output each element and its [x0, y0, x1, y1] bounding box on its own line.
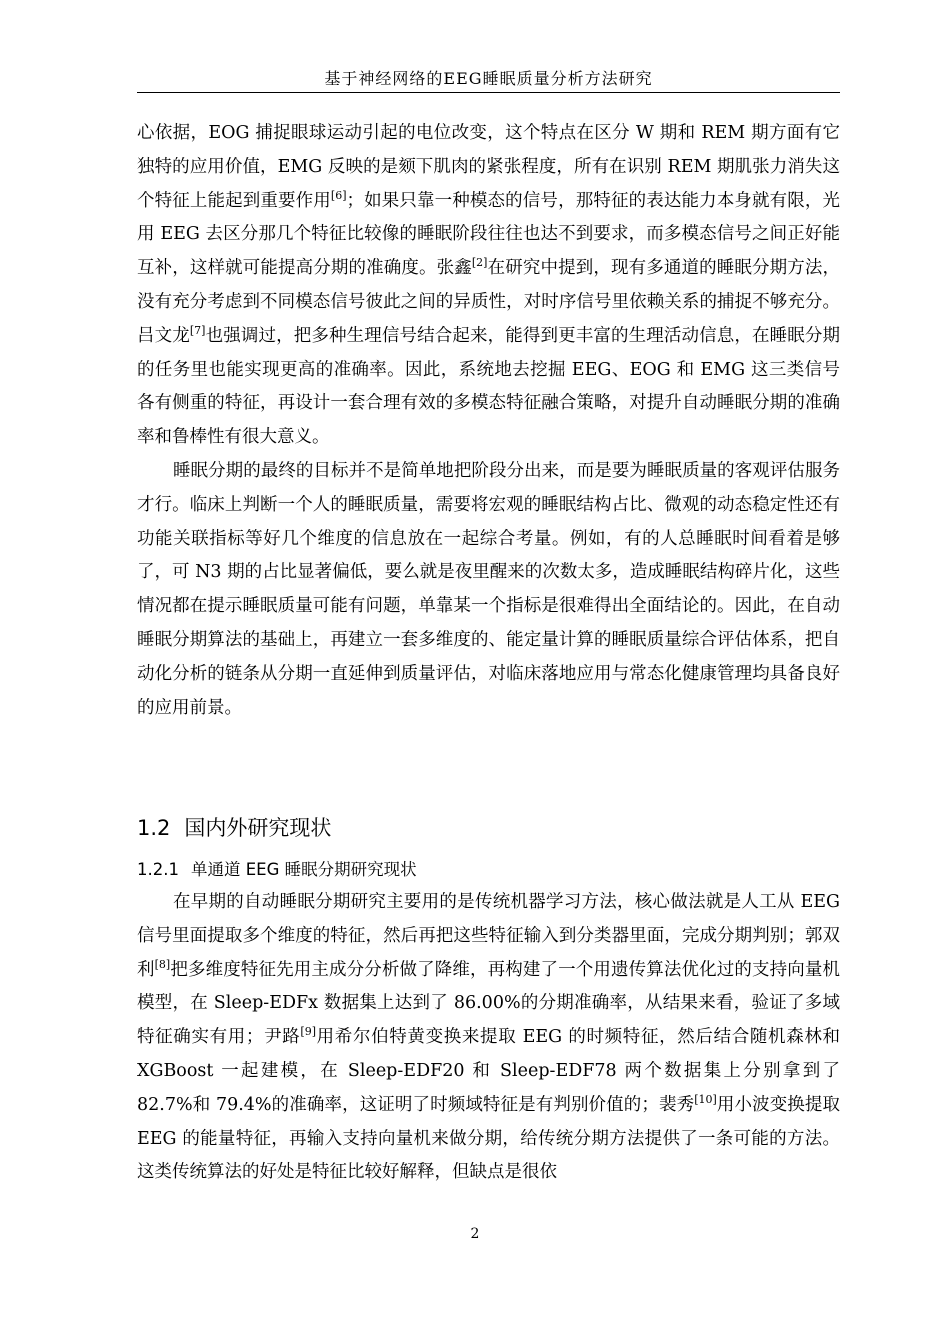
citation-ref: [9] [300, 1025, 316, 1039]
text-run: 用希尔伯特黄变换来提取 EEG 的时频特征，然后结合随机森林和 XGBoost 一起建模，在 Sleep-EDF20 和 Sleep-EDF78 两个数据集上分别拿到了 82.7%和 79.4%的准确率，这证明了时频域特征是有判别价值的；裴秀 [137, 1027, 841, 1115]
subsection-number: 1.2.1 [137, 860, 179, 879]
section-heading [137, 812, 331, 842]
section-number: 1.2 [137, 816, 171, 840]
text-run: 也强调过，把多种生理信号结合起来，能得到更丰富的生理活动信息，在睡眠分期的任务里也能实现更高的准确率。因此，系统地去挖掘 EEG、EOG 和 EMG 这三类信号各有侧重的特征，再设计一套合理有效的多模态特征融合策略，对提升自动睡眠分期的准确率和鲁棒性有很大意义。 [137, 325, 841, 448]
body-top [137, 117, 840, 725]
paragraph-2 [137, 455, 840, 725]
running-header: 基于神经网络的EEG睡眠质量分析方法研究 [324, 69, 653, 88]
paragraph-1 [137, 117, 840, 455]
text-run: ；如果只靠一种模态的信号，那特征的表达能力本身就有限，光用 EEG 去区分那几个特征比较像的睡眠阶段往往也达不到要求，而多模态信号之间正好能互补，这样就可能提高分期的准确度。张鑫 [137, 190, 840, 279]
citation-ref: [7] [189, 323, 206, 337]
citation-ref: [2] [471, 256, 488, 270]
text-run: 把多维度特征先用主成分分析做了降维，再构建了一个用遗传算法优化过的支持向量机模型，在 Sleep-EDFx 数据集上达到了 86.00%的分期准确率，从结果来看，验证了多域特征确实有用；尹路 [137, 959, 841, 1048]
section-title: 国内外研究现状 [184, 816, 332, 840]
citation-ref: [10] [694, 1092, 717, 1106]
header-rule [137, 92, 840, 93]
body-bottom [137, 886, 840, 1190]
page-number: 2 [470, 1226, 480, 1242]
text-run: 在研究中提到，现有多通道的睡眠分期方法，没有充分考虑到不同模态信号彼此之间的异质性，对时序信号里依赖关系的捕捉不够充分。吕文龙 [137, 258, 840, 346]
citation-ref: [8] [154, 957, 171, 971]
text-run: 用小波变换提取 EEG 的能量特征，再输入支持向量机来做分期，给传统分期方法提供了一条可能的方法。这类传统算法的好处是特征比较好解释，但缺点是很依 [137, 1094, 841, 1183]
subsection-title: 单通道 EEG 睡眠分期研究现状 [190, 860, 417, 879]
text-run: 睡眠分期的最终的目标并不是简单地把阶段分出来，而是要为睡眠质量的客观评估服务才行。临床上判断一个人的睡眠质量，需要将宏观的睡眠结构占比、微观的动态稳定性还有功能关联指标等好几个维度的信息放在一起综合考量。例如，有的人总睡眠时间看着是够了，可 N3 期的占比显著偏低，要么就是夜里醒来的次数太多，造成睡眠结构碎片化，这些情况都在提示睡眠质量可能有问题，单靠某一个指标是很难得出全面结论的。因此，在自动睡眠分期算法的基础上，再建立一套多维度的、能定量计算的睡眠质量综合评估体系，把自动化分析的链条从分期一直延伸到质量评估，对临床落地应用与常态化健康管理均具备良好的应用前景。 [137, 460, 840, 718]
text-run: 心依据，EOG 捕捉眼球运动引起的电位改变，这个特点在区分 W 期和 REM 期方面有它独特的应用价值，EMG 反映的是颏下肌肉的紧张程度，所有在识别 REM 期肌张力消失这个特征上能起到重要作用 [137, 123, 840, 211]
citation-ref: [6] [330, 188, 347, 202]
paragraph-3 [137, 886, 840, 1190]
text-run: 在早期的自动睡眠分期研究主要用的是传统机器学习方法，核心做法就是人工从 EEG 信号里面提取多个维度的特征，然后再把这些特征输入到分类器里面，完成分期判别；郭双利 [137, 892, 840, 980]
subsection-heading [137, 856, 417, 880]
